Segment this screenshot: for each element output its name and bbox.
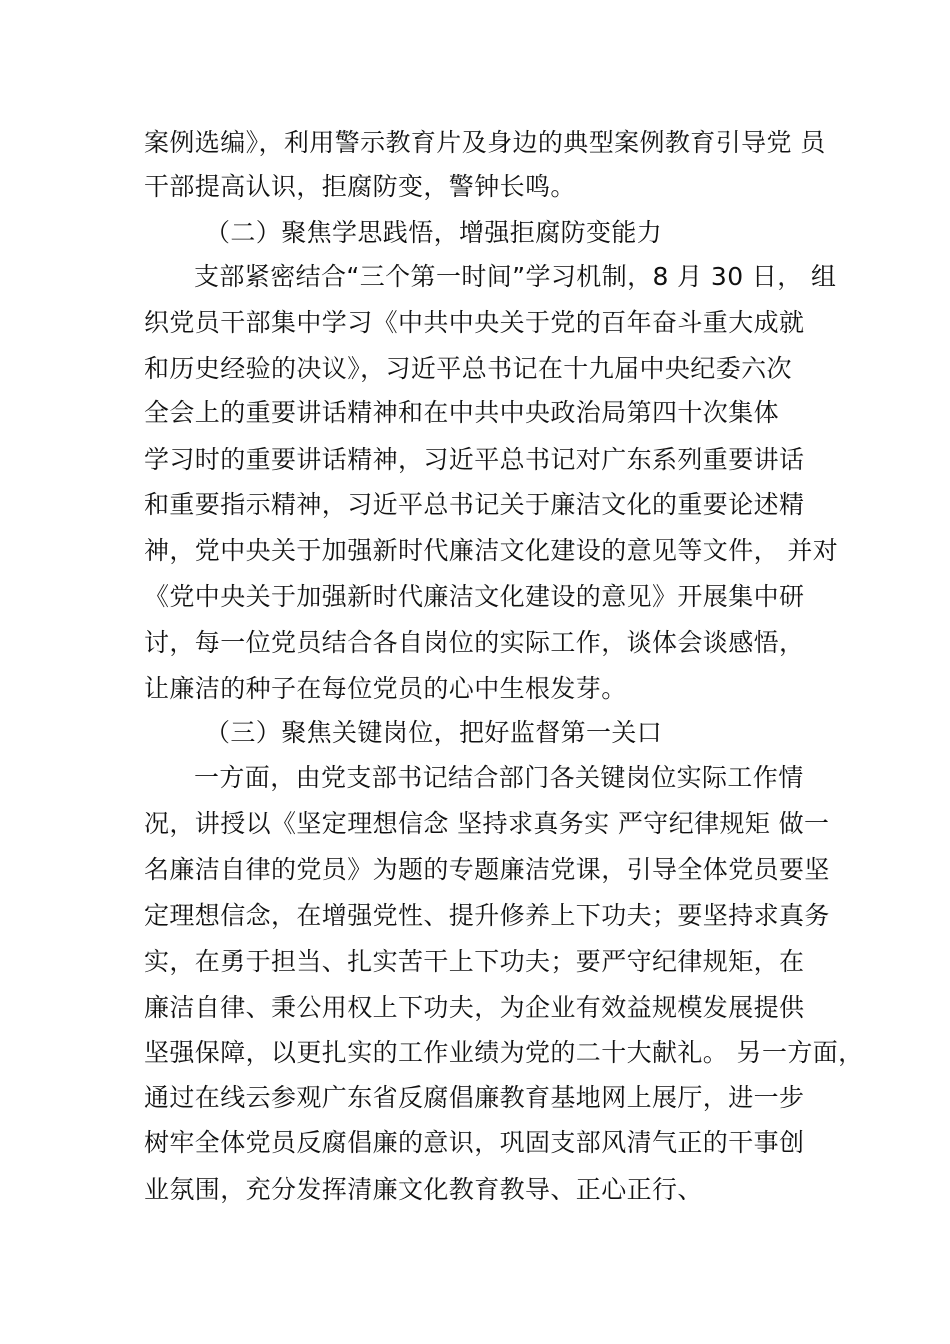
body-text-line: 业氛围，充分发挥清廉文化教育教导、正心正行、 <box>144 1175 703 1204</box>
body-text-line: 廉洁自律、秉公用权上下功夫，为企业有效益规模发展提供 <box>144 993 805 1022</box>
section-heading-3: （三）聚焦关键岗位，把好监督第一关口 <box>205 718 663 747</box>
body-text-line: 织党员干部集中学习《中共中央关于党的百年奋斗重大成就 <box>144 308 805 337</box>
body-text-line: 神，党中央关于加强新时代廉洁文化建设的意见等文件， 并对 <box>144 536 839 565</box>
body-text-line: 树牢全体党员反腐倡廉的意识，巩固支部风清气正的干事创 <box>144 1128 805 1157</box>
body-text-line: 《党中央关于加强新时代廉洁文化建设的意见》开展集中研 <box>144 582 805 611</box>
body-text-line: 让廉洁的种子在每位党员的心中生根发芽。 <box>144 674 627 703</box>
body-text-line: 通过在线云参观广东省反腐倡廉教育基地网上展厅，进一步 <box>144 1083 805 1112</box>
body-text-line: 名廉洁自律的党员》为题的专题廉洁党课，引导全体党员要坚 <box>144 855 830 884</box>
body-text-line: 和历史经验的决议》，习近平总书记在十九届中央纪委六次 <box>144 354 792 383</box>
paragraph-start-line: 支部紧密结合“三个第一时间”学习机制，8 月 30 日， 组 <box>194 262 837 291</box>
body-text-line: 况，讲授以《坚定理想信念 坚持求真务实 严守纪律规矩 做一 <box>144 809 830 838</box>
body-text-line: 定理想信念，在增强党性、提升修养上下功夫；要坚持求真务 <box>144 901 830 930</box>
body-text-line: 学习时的重要讲话精神，习近平总书记对广东系列重要讲话 <box>144 445 805 474</box>
paragraph-start-line: 一方面，由党支部书记结合部门各关键岗位实际工作情 <box>194 763 804 792</box>
section-heading-2: （二）聚焦学思践悟，增强拒腐防变能力 <box>205 218 663 247</box>
body-text-line: 案例选编》，利用警示教育片及身边的典型案例教育引导党 员 <box>144 128 826 157</box>
body-text-line: 和重要指示精神，习近平总书记关于廉洁文化的重要论述精 <box>144 490 805 519</box>
body-text-line: 干部提高认识，拒腐防变，警钟长鸣。 <box>144 172 576 201</box>
body-text-line: 讨，每一位党员结合各自岗位的实际工作，谈体会谈感悟， <box>144 628 805 657</box>
body-text-line: 实，在勇于担当、扎实苦干上下功夫；要严守纪律规矩，在 <box>144 947 805 976</box>
body-text-line: 全会上的重要讲话精神和在中共中央政治局第四十次集体 <box>144 398 780 427</box>
body-text-line: 坚强保障，以更扎实的工作业绩为党的二十大献礼。 另一方面， <box>144 1038 864 1067</box>
